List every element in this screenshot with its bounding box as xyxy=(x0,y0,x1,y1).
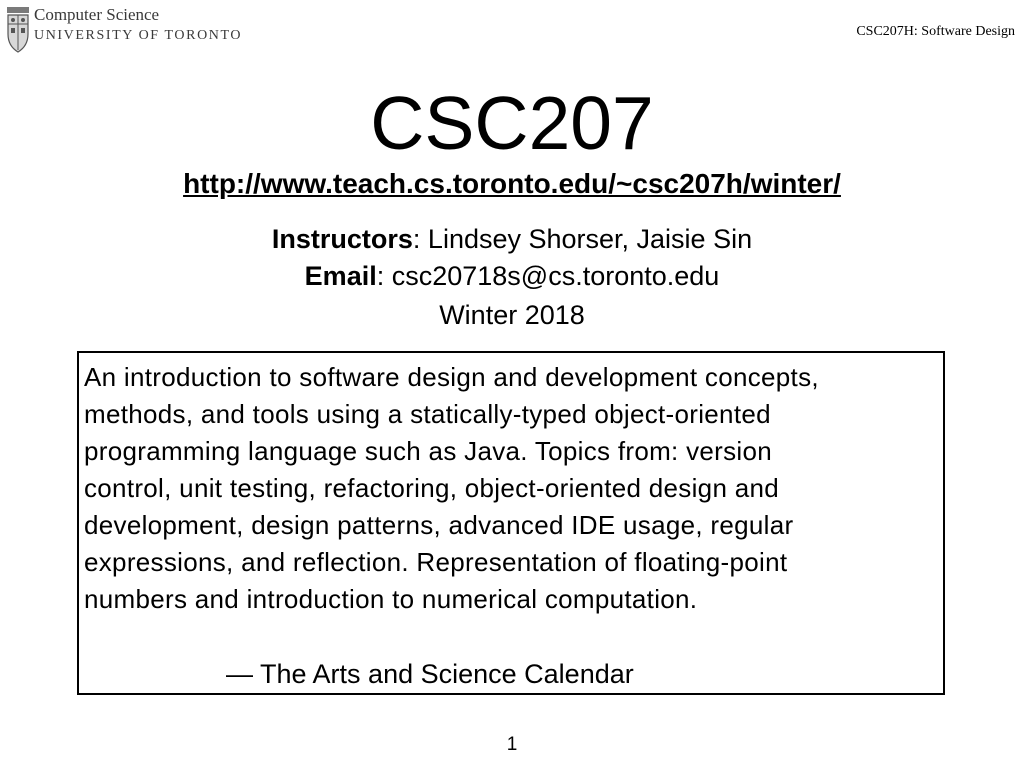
course-description xyxy=(84,359,942,618)
description-line: An introduction to software design and development concepts, xyxy=(84,362,819,392)
description-line: control, unit testing, refactoring, object-oriented design and xyxy=(84,473,780,503)
term-line: Winter 2018 xyxy=(439,300,585,330)
logo-department-text: Computer Science xyxy=(34,5,160,24)
course-url-link[interactable]: http://www.teach.cs.toronto.edu/~csc207h/winter/ xyxy=(183,168,841,199)
course-header: CSC207H: Software Design xyxy=(856,24,1015,39)
logo-university-text: UNIVERSITY OF TORONTO xyxy=(34,28,243,43)
description-line: methods, and tools using a statically-typed object-oriented xyxy=(84,399,771,429)
page-number: 1 xyxy=(506,734,518,755)
description-line: expressions, and reflection. Representation of floating-point xyxy=(84,547,788,577)
description-line: programming language such as Java. Topics from: version xyxy=(84,436,773,466)
course-description-box xyxy=(77,351,945,695)
university-logo xyxy=(6,4,246,58)
instructors-label: Instructors xyxy=(271,224,413,254)
instructors-value: : Lindsey Shorser, Jaisie Sin xyxy=(412,224,753,254)
description-line: numbers and introduction to numerical computation. xyxy=(84,584,698,614)
description-attribution: — The Arts and Science Calendar xyxy=(226,659,634,689)
instructors-line xyxy=(0,224,1024,255)
email-label: Email xyxy=(304,261,377,291)
crest-icon xyxy=(6,6,30,54)
slide-title: CSC207 xyxy=(370,81,654,165)
description-line: development, design patterns, advanced IDE usage, regular xyxy=(84,510,794,540)
email-line xyxy=(0,261,1024,292)
email-value: : csc20718s@cs.toronto.edu xyxy=(376,261,720,291)
